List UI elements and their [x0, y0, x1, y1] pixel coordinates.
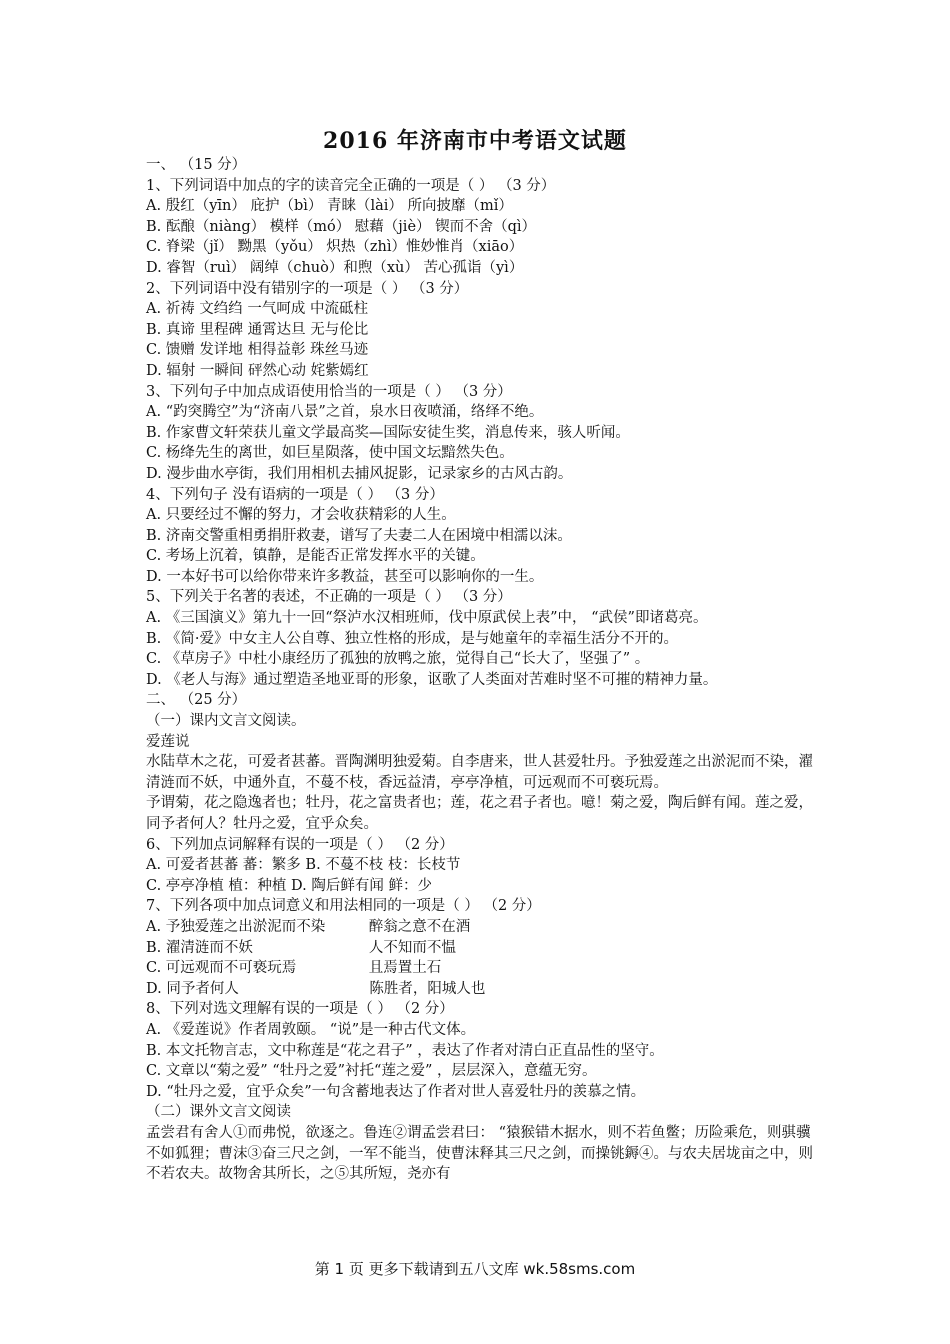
- option-line: C. 可远观而不可亵玩焉 且焉置土石: [146, 960, 442, 977]
- page-footer: 第 1 页 更多下载请到五八文库 wk.58sms.com: [314, 1260, 636, 1278]
- option-line: C. 考场上沉着，镇静，是能否正常发挥水平的关键。: [146, 548, 485, 565]
- question-stem: 1、下列词语中加点的字的读音完全正确的一项是（ ） （3 分）: [146, 177, 556, 194]
- subsection-heading: （一）课内文言文阅读。: [146, 713, 306, 730]
- option-line: A. 予独爱莲之出淤泥而不染 醉翁之意不在酒: [146, 918, 471, 935]
- question-stem: 3、下列句子中加点成语使用恰当的一项是（ ） （3 分）: [146, 383, 512, 400]
- subsection-heading: （二）课外文言文阅读: [146, 1104, 291, 1121]
- option-line: B. 真谛 里程碑 通霄达旦 无与伦比: [146, 321, 369, 338]
- question-stem: 6、下列加点词解释有误的一项是（ ） （2 分）: [146, 836, 454, 853]
- option-line: B. 《简·爱》中女主人公自尊、独立性格的形成，是与她童年的幸福生活分不开的。: [146, 630, 678, 647]
- option-line: C. 杨绛先生的离世，如巨星陨落，使中国文坛黯然失色。: [146, 445, 514, 462]
- option-line: B. 济南交警重相勇捐肝救妻，谱写了夫妻二人在困境中相濡以沫。: [146, 527, 572, 544]
- option-line: B. 酝酿（niàng） 模样（mó） 慰藉（jiè） 锲而不舍（qì）: [146, 218, 537, 235]
- option-line: A. 殷红（yīn） 庇护（bì） 青睐（lài） 所向披靡（mǐ）: [146, 198, 513, 215]
- section-heading: 一、 （15 分）: [146, 157, 247, 173]
- question-stem: 5、下列关于名著的表述，不正确的一项是（ ） （3 分）: [146, 589, 512, 606]
- option-line: D. 一本好书可以给你带来许多教益，甚至可以影响你的一生。: [146, 568, 544, 585]
- option-line: A. “趵突腾空”为“济南八景”之首，泉水日夜喷涌，络绎不绝。: [146, 404, 544, 421]
- passage-title: 爱莲说: [146, 733, 190, 750]
- option-line: A. 可爱者甚蕃 蕃：繁多 B. 不蔓不枝 枝：长枝节: [146, 857, 461, 874]
- option-line: B. 濯清涟而不妖 人不知而不愠: [146, 939, 456, 956]
- option-line: C. 亭亭净植 植：种植 D. 陶后鲜有闻 鲜：少: [146, 877, 432, 894]
- option-line: D. 睿智（ruì） 阔绰（chuò）和煦（xù） 苦心孤诣（yì）: [146, 259, 524, 276]
- question-stem: 4、下列句子 没有语病的一项是（ ） （3 分）: [146, 486, 444, 503]
- question-stem: 7、下列各项中加点词意义和用法相同的一项是（ ） （2 分）: [146, 898, 541, 915]
- option-line: C. 《草房子》中杜小康经历了孤独的放鸭之旅，觉得自己“长大了，坚强了” 。: [146, 651, 650, 668]
- option-line: A. 祈祷 文绉绉 一气呵成 中流砥柱: [146, 301, 369, 318]
- option-line: B. 本文托物言志，文中称莲是“花之君子” ，表达了作者对清白正直品性的坚守。: [146, 1042, 664, 1059]
- question-stem: 2、下列词语中没有错别字的一项是（ ） （3 分）: [146, 280, 469, 297]
- option-line: C. 文章以“菊之爱” “牡丹之爱”衬托“莲之爱” ，层层深入，意蕴无穷。: [146, 1063, 597, 1080]
- option-line: D. 同予者何人 陈胜者，阳城人也: [146, 980, 486, 997]
- section-heading: 二、 （25 分）: [146, 692, 247, 709]
- option-line: A. 《爱莲说》作者周敦颐。 “说”是一种古代文体。: [146, 1021, 476, 1038]
- option-line: D. 辐射 一瞬间 砰然心动 姹紫嫣红: [146, 362, 369, 379]
- document-body: [146, 155, 814, 1185]
- option-line: A. 《三国演义》第九十一回“祭泸水汉相班师，伐中原武侯上表”中， “武侯”即诸葛亮。: [146, 610, 708, 627]
- option-line: B. 作家曹文轩荣获儿童文学最高奖—国际安徒生奖，消息传来，骇人听闻。: [146, 424, 630, 441]
- passage-paragraph: 孟尝君有舍人①而弗悦，欲逐之。鲁连②谓孟尝君曰： “猿猴错木据水，则不若鱼鳖；历险乘危，则骐骥不如狐狸；曹沫③奋三尺之剑，一军不能当，使曹沫释其三尺之剑，而操铫鎒④。与农夫居垅亩之中，则不若农夫。故物舍其所长，之⑤其所短，尧亦有: [146, 1124, 813, 1183]
- option-line: C. 脊梁（jǐ） 黝黑（yǒu） 炽热（zhì）惟妙惟肖（xiāo）: [146, 239, 524, 256]
- option-line: D. 《老人与海》通过塑造圣地亚哥的形象，讴歌了人类面对苦难时坚不可摧的精神力量。: [146, 671, 718, 688]
- option-line: A. 只要经过不懈的努力，才会收获精彩的人生。: [146, 507, 456, 524]
- page-title: 2016 年济南市中考语文试题: [323, 128, 627, 154]
- passage-paragraph: 水陆草木之花，可爱者甚蕃。晋陶渊明独爱菊。自李唐来，世人甚爱牡丹。予独爱莲之出淤泥而不染，濯清涟而不妖，中通外直，不蔓不枝，香远益清，亭亭净植，可远观而不可亵玩焉。: [146, 754, 813, 791]
- passage-paragraph: 予谓菊，花之隐逸者也；牡丹，花之富贵者也；莲，花之君子者也。噫！菊之爱，陶后鲜有闻。莲之爱，同予者何人？牡丹之爱，宜乎众矣。: [146, 795, 813, 832]
- question-stem: 8、下列对选文理解有误的一项是（ ） （2 分）: [146, 1001, 454, 1018]
- option-line: D. “牡丹之爱，宜乎众矣”一句含蓄地表达了作者对世人喜爱牡丹的羡慕之情。: [146, 1083, 646, 1100]
- option-line: D. 漫步曲水亭街，我们用相机去捕风捉影，记录家乡的古风古韵。: [146, 465, 573, 482]
- option-line: C. 馈赠 发详地 相得益彰 珠丝马迹: [146, 342, 369, 359]
